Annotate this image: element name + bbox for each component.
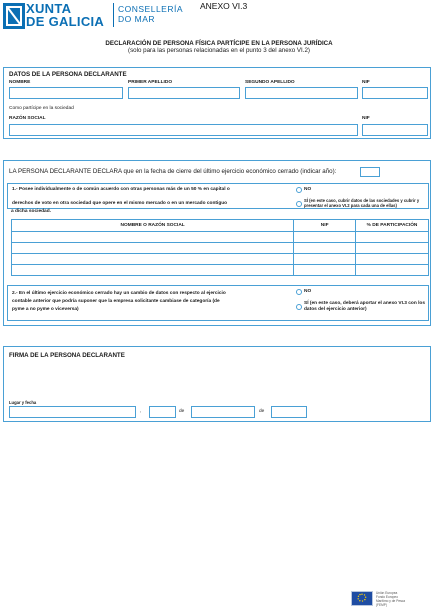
company-nif-field[interactable] bbox=[362, 124, 428, 136]
page-header bbox=[0, 0, 438, 34]
month-field[interactable] bbox=[191, 406, 255, 418]
conselleria-line-2: DO MAR bbox=[118, 14, 155, 24]
participant-label: Como partícipe en la sociedad bbox=[9, 106, 74, 111]
table-row bbox=[12, 232, 429, 243]
conselleria-name bbox=[118, 4, 183, 24]
table-row bbox=[12, 243, 429, 254]
table-cell[interactable] bbox=[356, 265, 429, 276]
conselleria-line-1: CONSELLERÍA bbox=[118, 4, 184, 14]
table-cell[interactable] bbox=[294, 232, 356, 243]
eu-funding-logo bbox=[351, 590, 411, 612]
nif-field[interactable] bbox=[362, 87, 428, 99]
signature-section-title: FIRMA DE LA PERSONA DECLARANTE bbox=[9, 352, 125, 359]
header-divider bbox=[113, 3, 114, 27]
nif-label: NIF bbox=[362, 80, 370, 85]
place-field[interactable] bbox=[9, 406, 136, 418]
table-row bbox=[12, 265, 429, 276]
place-date-label: Lugar y fecha bbox=[9, 400, 37, 405]
question-2-line-3: pyme a no pyme o viceversa) bbox=[12, 307, 79, 312]
brand-name bbox=[26, 2, 104, 28]
question-1-no-radio[interactable] bbox=[296, 187, 302, 193]
year-field[interactable] bbox=[360, 167, 380, 177]
question-1-line-1: 1.- Posee individualmente o de común acuerdo con otras personas más de un 50 % en capital o bbox=[12, 187, 230, 192]
question-2-no-label: NO bbox=[304, 289, 312, 294]
document-title: DECLARACIÓN DE PERSONA FÍSICA PARTÍCIPE EN LA PERSONA JURÍDICA bbox=[105, 40, 333, 47]
eu-funding-text bbox=[376, 591, 412, 607]
eu-text-line-2: Fondo Europeo bbox=[376, 595, 398, 599]
table-cell[interactable] bbox=[294, 243, 356, 254]
question-2-yes-radio[interactable] bbox=[296, 304, 302, 310]
first-surname-field[interactable] bbox=[128, 87, 240, 99]
table-cell[interactable] bbox=[356, 254, 429, 265]
de-separator-2: de bbox=[259, 409, 265, 414]
companies-table bbox=[11, 219, 429, 276]
eu-text-line-1: Unión Europea bbox=[376, 591, 398, 595]
brand-line-1: XUNTA bbox=[26, 1, 72, 16]
question-1-line-2: derechos de voto en otra sociedad que opere en el mismo mercado o en un mercado contiguo bbox=[12, 201, 228, 206]
declaration-intro: LA PERSONA DECLARANTE DECLARA que en la fecha de cierre del último ejercicio económico cerrado (indicar año): bbox=[9, 168, 337, 175]
declaration-panel bbox=[3, 160, 431, 326]
year-signature-field[interactable] bbox=[271, 406, 307, 418]
de-separator-1: de bbox=[179, 409, 185, 414]
question-2-yes-label: SÍ (en este caso, deberá aportar el anexo VI.3 con los datos del ejercicio anterior) bbox=[304, 301, 426, 313]
first-surname-label: PRIMER APELLIDO bbox=[128, 80, 173, 85]
document-subtitle: (solo para las personas relacionadas en el punto 3 del anexo VI.2) bbox=[128, 47, 310, 54]
name-label: NOMBRE bbox=[9, 80, 31, 85]
table-header-nif: NIF bbox=[294, 220, 356, 232]
eu-text-line-3: Marítimo y de Pesca bbox=[376, 599, 406, 603]
eu-text-line-4: (FEMP) bbox=[376, 603, 387, 607]
question-2-line-1: 2.- En el último ejercicio económico cerrado hay un cambio de datos con respecto al ejercicio bbox=[12, 291, 226, 296]
table-cell[interactable] bbox=[356, 243, 429, 254]
table-header-name: NOMBRE O RAZÓN SOCIAL bbox=[12, 220, 294, 232]
table-cell[interactable] bbox=[294, 265, 356, 276]
table-cell[interactable] bbox=[294, 254, 356, 265]
name-field[interactable] bbox=[9, 87, 123, 99]
second-surname-field[interactable] bbox=[245, 87, 358, 99]
annex-label: ANEXO VI.3 bbox=[200, 1, 248, 11]
question-2-no-radio[interactable] bbox=[296, 289, 302, 295]
table-cell[interactable] bbox=[356, 232, 429, 243]
company-name-label: RAZÓN SOCIAL bbox=[9, 116, 46, 121]
signature-panel bbox=[3, 346, 431, 422]
day-field[interactable] bbox=[149, 406, 176, 418]
question-1-no-label: NO bbox=[304, 187, 312, 192]
table-header-row bbox=[12, 220, 429, 232]
table-header-participation: % DE PARTICIPACIÓN bbox=[356, 220, 429, 232]
xunta-logo-icon bbox=[3, 3, 25, 29]
table-cell[interactable] bbox=[12, 243, 294, 254]
brand-line-2: DE GALICIA bbox=[26, 14, 105, 29]
eu-flag-icon bbox=[351, 591, 373, 606]
question-1-yes-radio[interactable] bbox=[296, 201, 302, 207]
declarant-section-title: DATOS DE LA PERSONA DECLARANTE bbox=[9, 71, 127, 78]
question-2-line-2: contable anterior que podría suponer que la empresa solicitante cambiase de categoría (de bbox=[12, 299, 220, 304]
table-row bbox=[12, 254, 429, 265]
question-1-line-3: a dicha sociedad. bbox=[11, 209, 51, 214]
table-cell[interactable] bbox=[12, 265, 294, 276]
company-nif-label: NIF bbox=[362, 116, 370, 121]
declarant-panel bbox=[3, 67, 431, 139]
table-cell[interactable] bbox=[12, 254, 294, 265]
table-cell[interactable] bbox=[12, 232, 294, 243]
company-name-field[interactable] bbox=[9, 124, 358, 136]
second-surname-label: SEGUNDO APELLIDO bbox=[245, 80, 295, 85]
comma-separator: , bbox=[140, 409, 142, 414]
question-1-yes-label: SÍ (en este caso, cubrir datos de las sociedades y cubrir y presentar el anexo VI.2 para cada una de ellas) bbox=[304, 198, 420, 209]
